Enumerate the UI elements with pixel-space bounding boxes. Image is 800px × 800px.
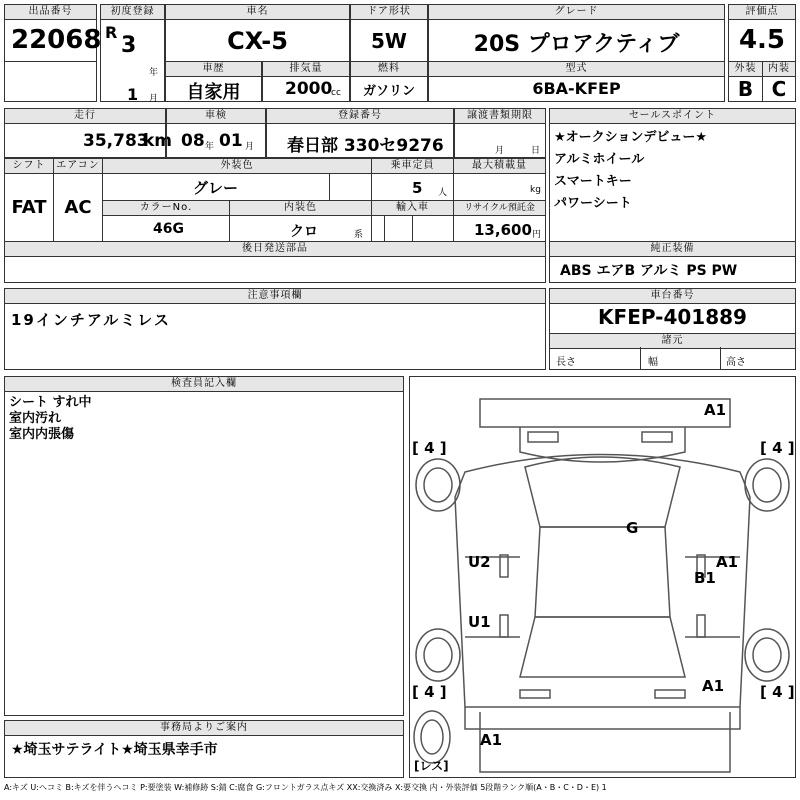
import-label: 輸入車 xyxy=(372,201,453,216)
car-outline xyxy=(410,377,795,777)
transfer-month: 月 xyxy=(495,146,505,156)
displacement-label: 排気量 xyxy=(263,62,349,77)
inspector-line: シート すれ中 xyxy=(9,395,92,410)
later-label: 後日発送部品 xyxy=(5,242,545,257)
reg-year-unit: 年 xyxy=(149,68,159,78)
equipment: ABS エアB アルミ PS PW xyxy=(560,263,738,279)
caution-label: 注意事項欄 xyxy=(5,289,545,304)
car-name-box xyxy=(165,4,350,62)
reg-month-unit: 月 xyxy=(149,94,159,104)
spec-height: 高さ xyxy=(726,357,746,368)
score-label: 評価点 xyxy=(729,5,795,20)
import-divider xyxy=(384,215,385,242)
grade: 20S プロアクティブ xyxy=(473,32,680,57)
caution-box xyxy=(4,288,546,370)
legend: A:キズ U:ヘコミ B:キズを伴うヘコミ P:要塗装 W:補修跡 S:錆 C:腐食 G:フロントガラス点キズ XX:交換済み X:要交換 内・外装評価 5段階ランク順(A・B・C・D・E) 1 xyxy=(4,783,607,792)
mileage-label: 走行 xyxy=(5,109,165,124)
grade-label: グレード xyxy=(429,5,724,20)
sales-item: スマートキー xyxy=(554,174,632,189)
spec-label: 諸元 xyxy=(550,333,795,349)
capacity-unit: 人 xyxy=(438,188,448,198)
int-color-unit: 系 xyxy=(354,230,364,240)
spec-divider xyxy=(640,347,641,369)
int-color-box xyxy=(229,200,372,242)
fuel-box xyxy=(350,61,428,102)
ac-label: エアコン xyxy=(54,159,102,174)
interior-score: C xyxy=(771,77,787,101)
capacity: 5 xyxy=(412,179,423,197)
sales-item: パワーシート xyxy=(554,196,632,211)
recycle-box xyxy=(453,200,546,242)
history: 自家用 xyxy=(186,82,241,103)
history-label: 車歴 xyxy=(166,62,261,77)
shift: FAT xyxy=(11,197,47,218)
recycle-label: リサイクル預託金 xyxy=(454,201,545,216)
exterior-label: 外装 xyxy=(729,62,762,77)
lot-number: 22068 xyxy=(11,25,102,55)
color-box xyxy=(102,158,372,201)
sales-list xyxy=(554,127,707,215)
chassis-number: KFEP-401889 xyxy=(598,305,747,329)
mark-front-right-wheel: [ 4 ] xyxy=(760,439,795,457)
first-reg-box xyxy=(100,4,165,102)
reg-year: 3 xyxy=(121,33,137,58)
model: 6BA-KFEP xyxy=(532,79,621,98)
lot-box xyxy=(4,4,102,62)
recycle: 13,600 xyxy=(474,221,532,239)
inspector-label: 検査員記入欄 xyxy=(5,377,403,392)
interior-label: 内装 xyxy=(763,62,795,77)
fuel-label: 燃料 xyxy=(351,62,427,77)
capacity-box xyxy=(371,158,454,201)
door-box xyxy=(350,4,428,62)
color-no-box xyxy=(102,200,230,242)
mark-rear-left-wheel: [ 4 ] xyxy=(412,683,447,701)
inspection-box xyxy=(166,108,266,158)
shift-label: シフト xyxy=(5,159,53,174)
door-label: ドア形状 xyxy=(351,5,427,20)
displacement-box xyxy=(262,61,350,102)
chassis-label: 車台番号 xyxy=(550,289,795,304)
mark-spare-tire: [レス] xyxy=(414,759,449,773)
mark-rear-right: A1 xyxy=(702,677,725,695)
mark-rear-bumper: A1 xyxy=(480,731,503,749)
reg-month: 1 xyxy=(127,85,139,104)
sales-label: セールスポイント xyxy=(550,109,795,124)
first-reg-label: 初度登録 xyxy=(101,5,164,20)
inspector-box xyxy=(4,376,404,716)
caution: 19インチアルミレス xyxy=(11,311,171,329)
grade-box xyxy=(428,4,725,62)
history-box xyxy=(165,61,262,102)
capacity-label: 乗車定員 xyxy=(372,159,453,174)
sales-item: ★オークションデビュー★ xyxy=(554,130,708,145)
mark-right-front-door-b1: B1 xyxy=(694,569,716,587)
color-no: 46G xyxy=(153,221,184,237)
car-name: CX-5 xyxy=(227,27,288,55)
load-unit: kg xyxy=(530,185,541,195)
model-label: 型式 xyxy=(429,62,724,77)
load-label: 最大積載量 xyxy=(454,159,545,174)
spec-length: 長さ xyxy=(556,357,576,368)
spec-divider xyxy=(720,347,721,369)
model-box xyxy=(428,61,725,102)
mark-front-bumper: A1 xyxy=(704,401,727,419)
office-box xyxy=(4,720,404,778)
mark-front-left-wheel: [ 4 ] xyxy=(412,439,447,457)
exterior-box xyxy=(728,61,763,102)
import-divider-2 xyxy=(412,215,413,242)
import-box xyxy=(371,200,454,242)
score-box xyxy=(728,4,796,62)
load-box xyxy=(453,158,546,201)
ac-box xyxy=(53,158,103,242)
score: 4.5 xyxy=(738,25,786,55)
plate-box xyxy=(266,108,454,158)
int-color: クロ xyxy=(290,224,318,240)
ac: AC xyxy=(64,197,92,218)
plate: 春日部 330セ9276 xyxy=(287,136,444,156)
fuel: ガソリン xyxy=(362,84,415,99)
spec-width: 幅 xyxy=(648,357,658,368)
color: グレー xyxy=(193,179,239,197)
lot-lower-box xyxy=(4,61,97,102)
mark-right-front-door: A1 xyxy=(716,553,739,571)
transfer-label: 譲渡書類期限 xyxy=(455,109,545,124)
equipment-label: 純正装備 xyxy=(550,242,795,257)
office: ★埼玉サテライト★埼玉県幸手市 xyxy=(11,742,218,758)
int-color-label: 内装色 xyxy=(230,201,371,216)
inspection-label: 車検 xyxy=(167,109,265,124)
color-divider xyxy=(329,173,330,201)
mark-roof: G xyxy=(626,519,639,537)
mileage-box xyxy=(4,108,173,158)
inspector-line: 室内汚れ xyxy=(9,411,62,426)
lot-label: 出品番号 xyxy=(5,5,96,20)
mark-left-rear-door: U1 xyxy=(468,613,491,631)
inspector-line: 室内内張傷 xyxy=(9,427,75,442)
displacement: 2000 xyxy=(285,79,333,99)
era: R xyxy=(105,23,118,42)
mark-rear-right-wheel: [ 4 ] xyxy=(760,683,795,701)
exterior-score: B xyxy=(737,77,754,101)
transfer-box xyxy=(454,108,546,158)
insp-month: 01 xyxy=(219,131,243,151)
displacement-unit: cc xyxy=(331,88,341,98)
chassis-box xyxy=(549,288,796,370)
car-name-label: 車名 xyxy=(166,5,349,20)
color-label: 外装色 xyxy=(103,159,371,174)
color-no-label: カラーNo. xyxy=(103,201,229,216)
recycle-unit: 円 xyxy=(532,230,542,240)
office-label: 事務局よりご案内 xyxy=(5,721,403,736)
sales-box xyxy=(549,108,796,242)
mileage: 35,783 xyxy=(83,131,149,151)
interior-box xyxy=(762,61,796,102)
shift-box xyxy=(4,158,54,242)
sales-item: アルミホイール xyxy=(554,152,645,167)
car-diagram xyxy=(409,376,796,778)
insp-month-unit: 月 xyxy=(245,142,255,152)
door-type: 5W xyxy=(371,29,407,53)
insp-year: 08 xyxy=(181,131,205,151)
mark-left-front-door: U2 xyxy=(468,553,491,571)
later-box xyxy=(4,241,546,283)
mileage-unit: km xyxy=(143,131,173,151)
equipment-box xyxy=(549,241,796,283)
insp-year-unit: 年 xyxy=(205,142,215,152)
plate-label: 登録番号 xyxy=(267,109,453,124)
transfer-day: 日 xyxy=(531,146,541,156)
inspector-notes xyxy=(9,395,92,443)
